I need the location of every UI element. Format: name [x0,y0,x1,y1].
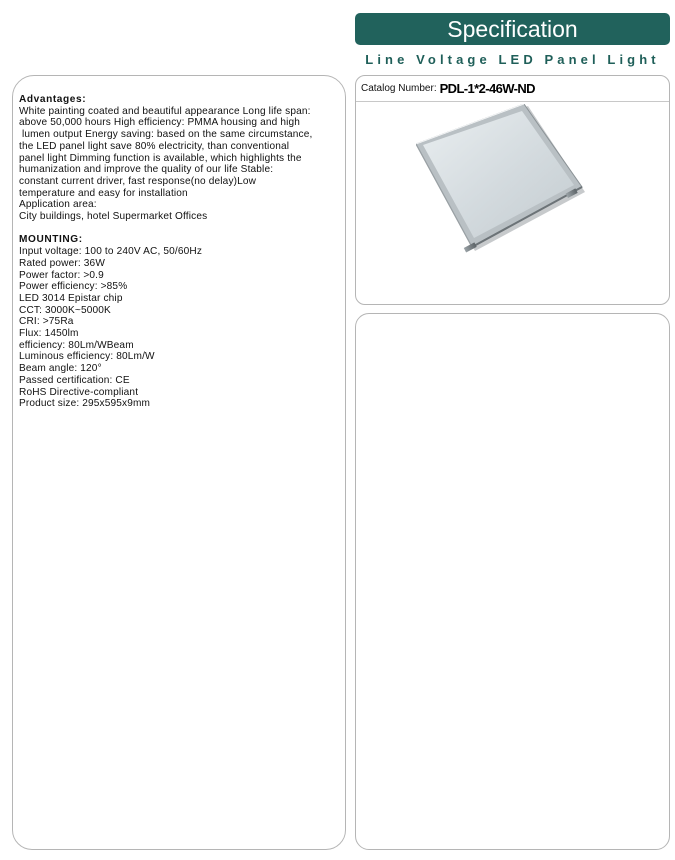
spec-line: Flux: 1450lm [19,328,79,340]
led-panel-light-image [416,104,586,254]
description-content [19,94,345,410]
spec-line: CRI: >75Ra [19,316,74,328]
catalog-value: PDL-1*2-46W-ND [439,81,535,96]
advantages-text [19,106,345,223]
product-subtitle: Line Voltage LED Panel Light [365,52,660,67]
spec-line: Power factor: >0.9 [19,269,104,281]
advantages-line: panel light Dimming function is available, which highlights the [19,152,302,164]
spec-line: LED 3014 Epistar chip [19,292,123,304]
blank-panel [355,313,670,850]
spec-line: Power efficiency: >85% [19,281,128,293]
spec-line: RoHS Directive-compliant [19,386,139,398]
advantages-line: above 50,000 hours High efficiency: PMMA housing and high [19,117,301,129]
mounting-list [19,246,345,410]
advantages-heading: Advantages: [19,94,87,105]
description-panel [12,75,346,850]
advantages-line: City buildings, hotel Supermarket Offices [19,211,208,223]
catalog-panel [355,75,670,305]
spec-line: Product size: 295x595x9mm [19,398,151,410]
advantages-line: humanization and improve the quality of our life Stable: [19,164,274,176]
advantages-line: constant current driver, fast response(no delay)Low [19,175,257,187]
spec-title: Specification [447,16,578,42]
catalog-label: Catalog Number: [361,83,437,94]
catalog-number-row [356,76,669,102]
section-gap [19,223,345,235]
spec-line: Rated power: 36W [19,257,105,269]
spec-line: Luminous efficiency: 80Lm/W [19,351,155,363]
advantages-line: the LED panel light save 80% electricity, than conventional [19,140,290,152]
mounting-heading: MOUNTING: [19,234,83,246]
advantages-line: Application area: [19,199,97,211]
spec-header [355,13,670,45]
spec-line: CCT: 3000K~5000K [19,304,111,316]
advantages-line: temperature and easy for installation [19,187,188,199]
advantages-line: lumen output Energy saving: based on the same circumstance, [19,129,313,141]
spec-line: Passed certification: CE [19,374,130,386]
spec-line: Beam angle: 120° [19,363,102,375]
spec-line: Input voltage: 100 to 240V AC, 50/60Hz [19,246,203,258]
advantages-line: White painting coated and beautiful appearance Long life span: [19,105,311,117]
spec-line: efficiency: 80Lm/WBeam [19,339,134,351]
